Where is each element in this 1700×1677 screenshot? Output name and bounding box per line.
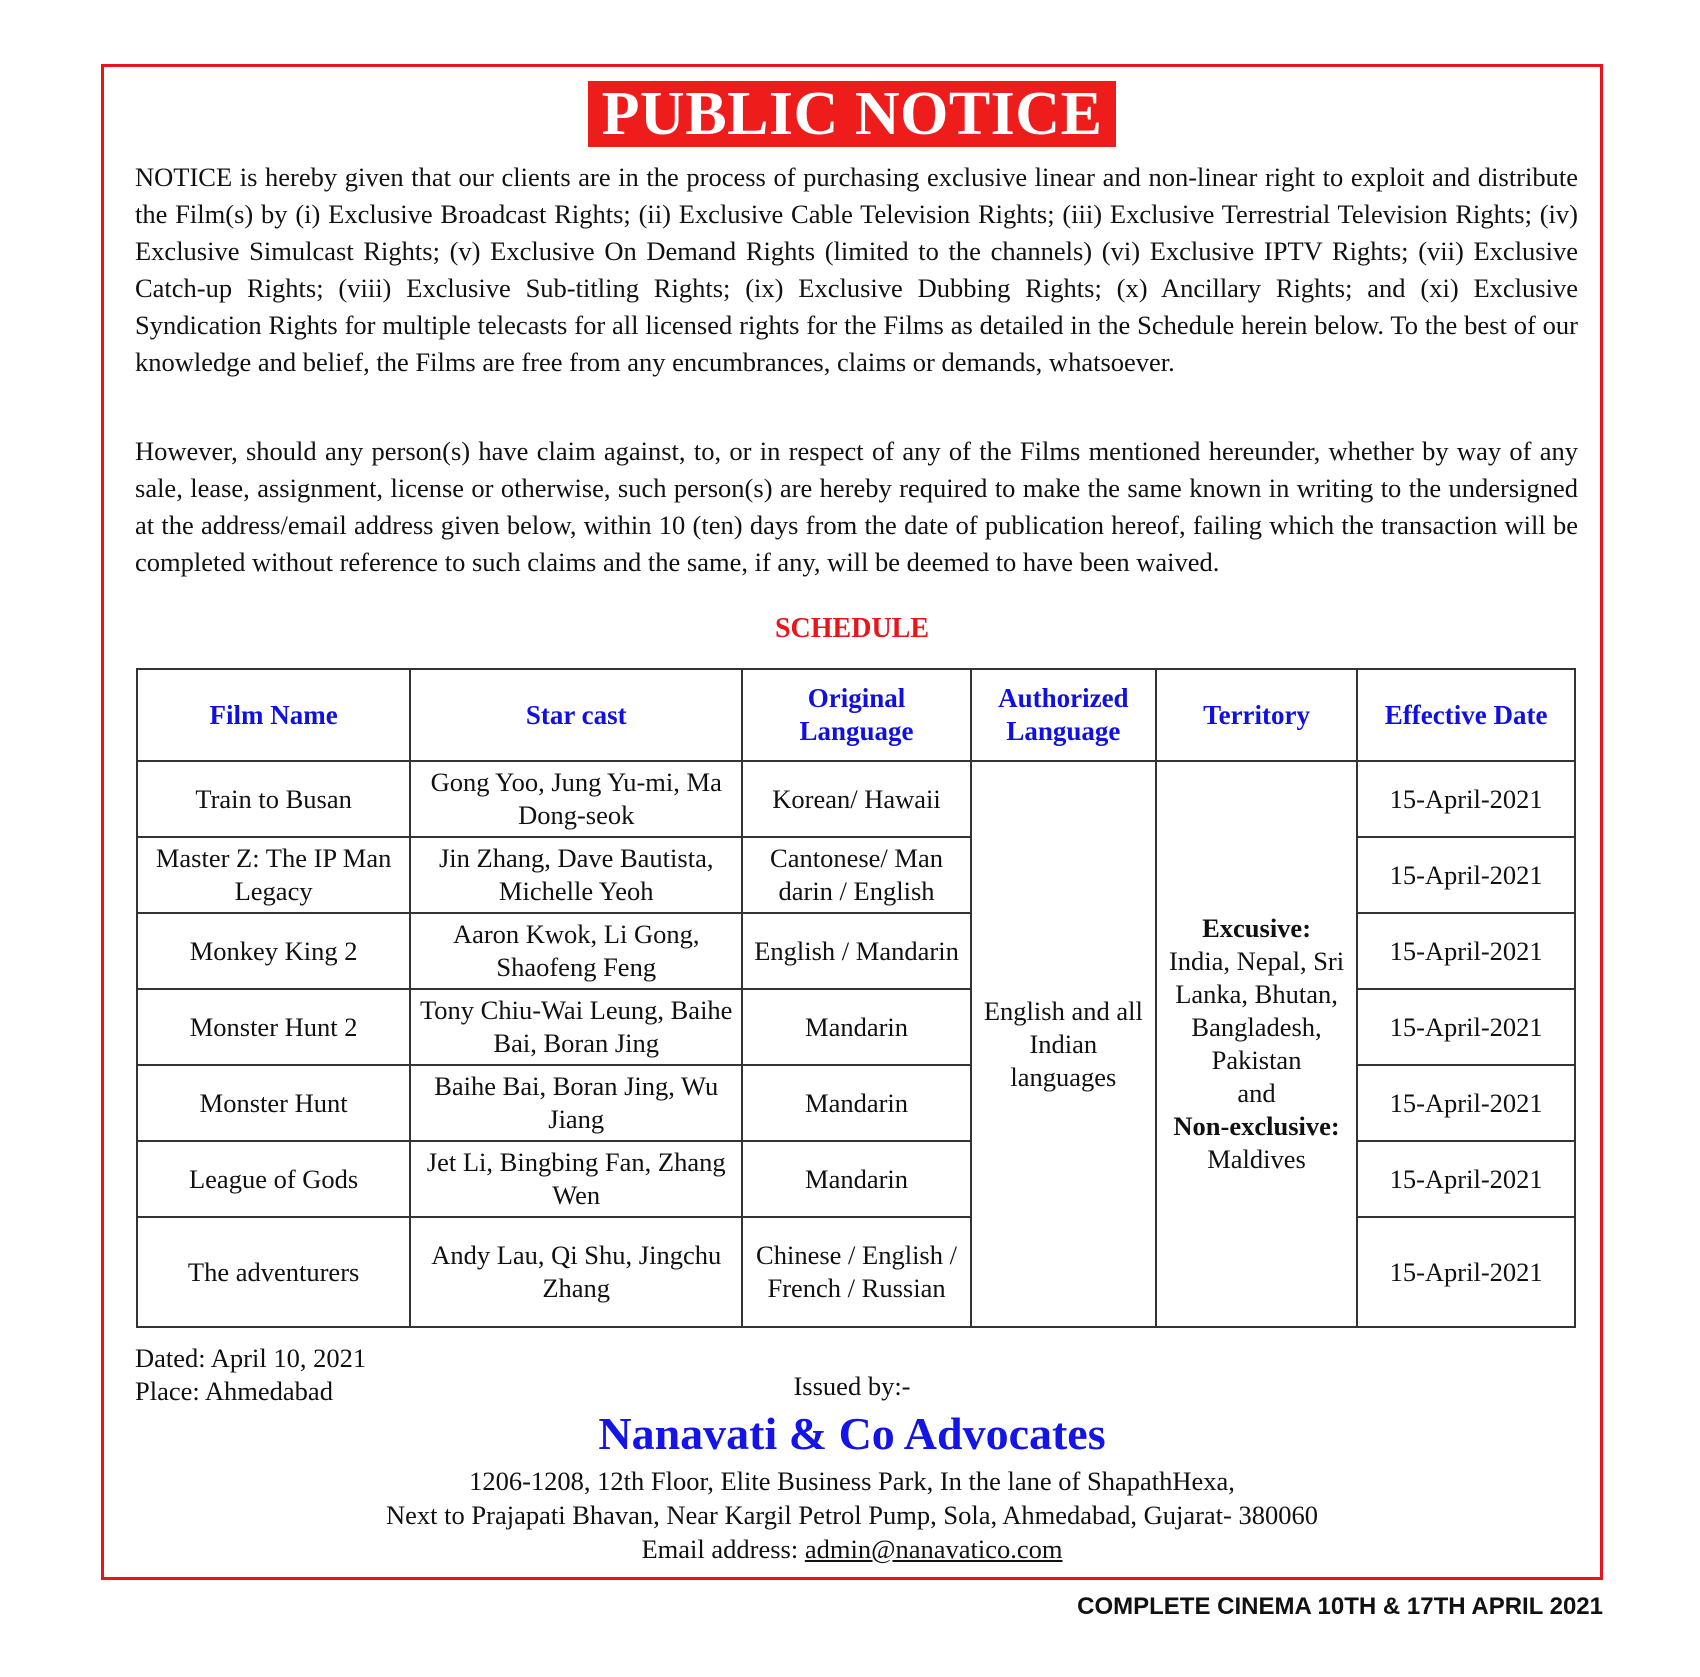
original-language-cell: Korean/ Hawaii [742,761,971,837]
email-link[interactable]: admin@nanavatico.com [804,1534,1063,1564]
film-name-cell: The adventurers [137,1217,410,1327]
notice-paragraph-2: However, should any person(s) have claim against, to, or in respect of any of the Films mentioned hereunder, whether by way of any sale, lease, assignment, license or otherwise, such person(s) are hereby required to make the same known in writing to the undersigned at the address/email address given below, within 10 (ten) days from the date of publication hereof, failing which the transaction will be completed without reference to such claims and the same, if any, will be deemed to have been waived. [135,436,1578,577]
effective-date-cell: 15-April-2021 [1357,837,1575,913]
table-header-row [137,669,1575,761]
dated-text: Dated: April 10, 2021 [135,1343,367,1373]
authorized-language-cell: English and all Indian languages [971,761,1156,1327]
film-name-cell: Monkey King 2 [137,913,410,989]
address-line-1: 1206-1208, 12th Floor, Elite Business Park, In the lane of ShapathHexa, [469,1466,1235,1496]
table-row [137,989,1575,1065]
address-line-2: Next to Prajapati Bhavan, Near Kargil Petrol Pump, Sola, Ahmedabad, Gujarat- 380060 [386,1500,1318,1530]
effective-date-cell: 15-April-2021 [1357,989,1575,1065]
col-header-original-language: Original Language [742,669,971,761]
star-cast-cell: Andy Lau, Qi Shu, Jingchu Zhang [410,1217,742,1327]
star-cast-cell: Gong Yoo, Jung Yu-mi, Ma Dong-seok [410,761,742,837]
table-row [137,913,1575,989]
col-header-territory: Territory [1156,669,1357,761]
star-cast-cell: Aaron Kwok, Li Gong, Shaofeng Feng [410,913,742,989]
email-line [104,1532,1600,1566]
schedule-table [136,668,1576,1328]
firm-name: Nanavati & Co Advocates [598,1408,1106,1459]
original-language-cell: Mandarin [742,989,971,1065]
table-row [137,1141,1575,1217]
place-text: Place: Ahmedabad [135,1376,333,1406]
original-language-cell: Chinese / English / French / Russian [742,1217,971,1327]
original-language-cell: Mandarin [742,1065,971,1141]
notice-frame [101,64,1603,1580]
effective-date-cell: 15-April-2021 [1357,1065,1575,1141]
issued-by-label: Issued by:- [793,1371,911,1401]
col-header-film-name: Film Name [137,669,410,761]
effective-date-cell: 15-April-2021 [1357,1141,1575,1217]
film-name-cell: Monster Hunt 2 [137,989,410,1065]
email-label: Email address: [641,1534,805,1564]
territory-nonexclusive-list: Maldives [1207,1144,1306,1174]
film-name-cell: League of Gods [137,1141,410,1217]
address-block [104,1464,1600,1566]
star-cast-cell: Tony Chiu-Wai Leung, Baihe Bai, Boran Jing [410,989,742,1065]
star-cast-cell: Jin Zhang, Dave Bautista, Michelle Yeoh [410,837,742,913]
col-header-star-cast: Star cast [410,669,742,761]
star-cast-cell: Jet Li, Bingbing Fan, Zhang Wen [410,1141,742,1217]
table-row [137,761,1575,837]
territory-exclusive-label: Excusive: [1202,913,1312,943]
col-header-authorized-language: Authorized Language [971,669,1156,761]
schedule-heading: SCHEDULE [774,613,930,644]
table-row [137,1217,1575,1327]
film-name-cell: Monster Hunt [137,1065,410,1141]
territory-and: and [1237,1078,1276,1108]
territory-cell [1156,761,1357,1327]
effective-date-cell: 15-April-2021 [1357,1217,1575,1327]
title-wrap [104,81,1600,147]
notice-title: PUBLIC NOTICE [588,81,1117,147]
table-row [137,1065,1575,1141]
effective-date-cell: 15-April-2021 [1357,761,1575,837]
territory-exclusive-list: India, Nepal, Sri Lanka, Bhutan, Bangladesh, Pakistan [1168,946,1345,1075]
notice-paragraph-1: NOTICE is hereby given that our clients are in the process of purchasing exclusive linear and non-linear right to exploit and distribute the Film(s) by (i) Exclusive Broadcast Rights; (ii) Exclusive Cable Television Rights; (iii) Exclusive Terrestrial Television Rights; (iv) Exclusive Simulcast Rights; (v) Exclusive On Demand Rights (limited to the channels) (vi) Exclusive IPTV Rights; (vii) Exclusive Catch-up Rights; (viii) Exclusive Sub-titling Rights; (ix) Exclusive Dubbing Rights; (x) Ancillary Rights; and (xi) Exclusive Syndication Rights for multiple telecasts for all licensed rights for the Films as detailed in the Schedule herein below. To the best of our knowledge and belief, the Films are free from any encumbrances, claims or demands, whatsoever. [135,162,1578,377]
original-language-cell: Mandarin [742,1141,971,1217]
table-row [137,837,1575,913]
publication-footer: COMPLETE CINEMA 10TH & 17TH APRIL 2021 [1077,1593,1603,1620]
original-language-cell: English / Mandarin [742,913,971,989]
col-header-effective-date: Effective Date [1357,669,1575,761]
film-name-cell: Master Z: The IP Man Legacy [137,837,410,913]
star-cast-cell: Baihe Bai, Boran Jing, Wu Jiang [410,1065,742,1141]
original-language-cell: Cantonese/ Man darin / English [742,837,971,913]
effective-date-cell: 15-April-2021 [1357,913,1575,989]
territory-nonexclusive-label: Non-exclusive: [1173,1111,1340,1141]
film-name-cell: Train to Busan [137,761,410,837]
